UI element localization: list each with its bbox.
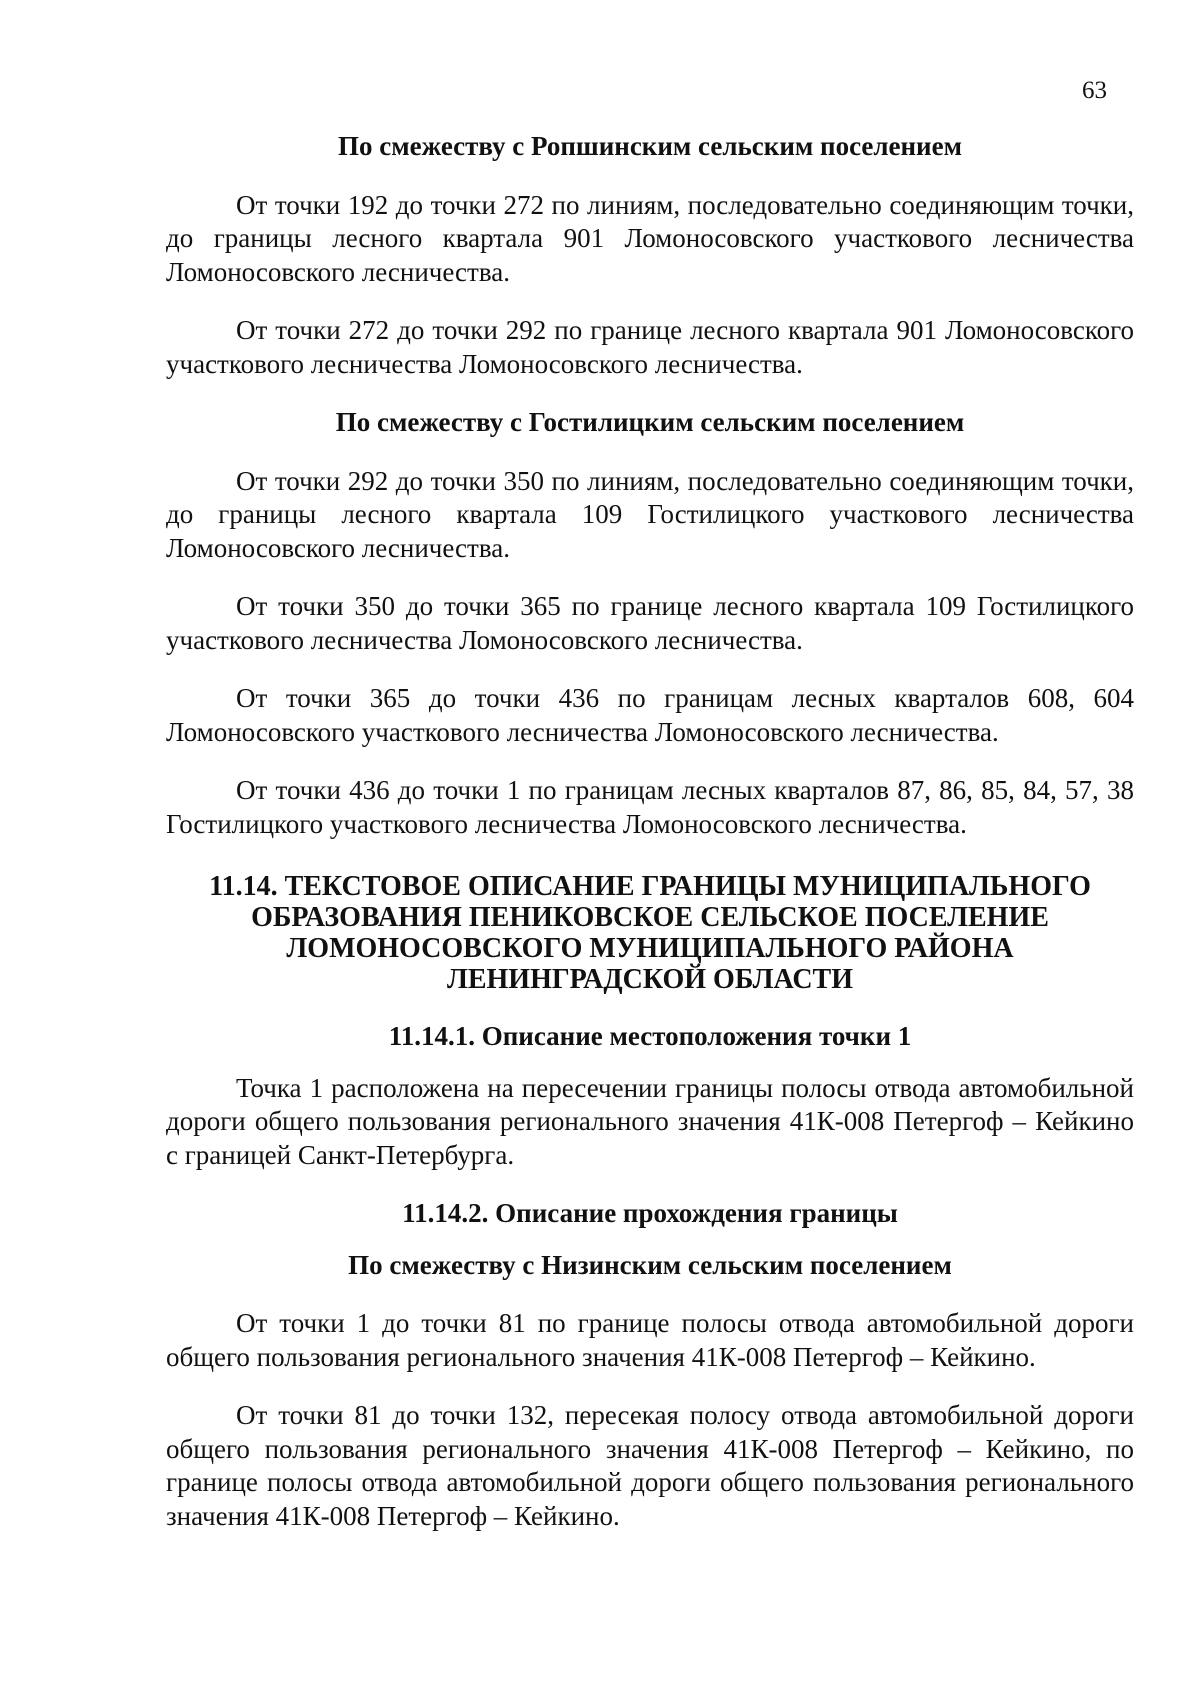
chapter-title-line: 11.14. ТЕКСТОВОЕ ОПИСАНИЕ ГРАНИЦЫ МУНИЦИПАЛЬНОГО: [209, 871, 1091, 902]
chapter-title-line: ОБРАЗОВАНИЯ ПЕНИКОВСКОЕ СЕЛЬСКОЕ ПОСЕЛЕНИЕ: [251, 902, 1049, 933]
paragraph: От точки 350 до точки 365 по границе лесного квартала 109 Гостилицкого участкового лесничества Ломоносовского лесничества.: [166, 591, 1134, 655]
heading-route: 11.14.2. Описание прохождения границы: [402, 1198, 898, 1228]
chapter-title-line: ЛОМОНОСОВСКОГО МУНИЦИПАЛЬНОГО РАЙОНА: [286, 933, 1014, 964]
document-body: [166, 130, 1134, 1558]
paragraph: От точки 292 до точки 350 по линиям, последовательно соединяющим точки, до границы лесного квартала 109 Гостилицкого участкового лесничества Ломоносовского лесничества.: [166, 465, 1134, 563]
page-number: 63: [1082, 77, 1107, 104]
chapter-title-line: ЛЕНИНГРАДСКОЙ ОБЛАСТИ: [446, 964, 854, 995]
heading-gostilitsy: По смежеству с Гостилицким сельским поселением: [335, 407, 965, 437]
paragraph: От точки 192 до точки 272 по линиям, последовательно соединяющим точки, до границы лесного квартала 901 Ломоносовского участкового лесничества Ломоносовского лесничества.: [166, 189, 1134, 287]
paragraph: От точки 1 до точки 81 по границе полосы отвода автомобильной дороги общего пользования регионального значения 41К-008 Петергоф – Кейкино.: [166, 1308, 1134, 1372]
paragraph: Точка 1 расположена на пересечении границы полосы отвода автомобильной дороги общего пользования регионального значения 41К-008 Петергоф – Кейкино с границей Санкт-Петербурга.: [166, 1072, 1134, 1170]
paragraph: От точки 436 до точки 1 по границам лесных кварталов 87, 86, 85, 84, 57, 38 Гостилицкого участкового лесничества Ломоносовского лесничества.: [166, 775, 1134, 839]
chapter-title: [166, 871, 1134, 995]
paragraph: От точки 365 до точки 436 по границам лесных кварталов 608, 604 Ломоносовского участкового лесничества Ломоносовского лесничества.: [166, 683, 1134, 747]
heading-point-1: 11.14.1. Описание местоположения точки 1: [388, 1021, 912, 1051]
paragraph: От точки 272 до точки 292 по границе лесного квартала 901 Ломоносовского участкового лесничества Ломоносовского лесничества.: [166, 315, 1134, 379]
heading-nizino: По смежеству с Низинским сельским поселением: [348, 1249, 952, 1280]
heading-ropsha: По смежеству с Ропшинским сельским поселением: [338, 131, 962, 161]
paragraph: От точки 81 до точки 132, пересекая полосу отвода автомобильной дороги общего пользования регионального значения 41К-008 Петергоф – Кейкино, по границе полосы отвода автомобильной дороги общего пользования регионального значения 41К-008 Петергоф – Кейкино.: [166, 1400, 1134, 1531]
